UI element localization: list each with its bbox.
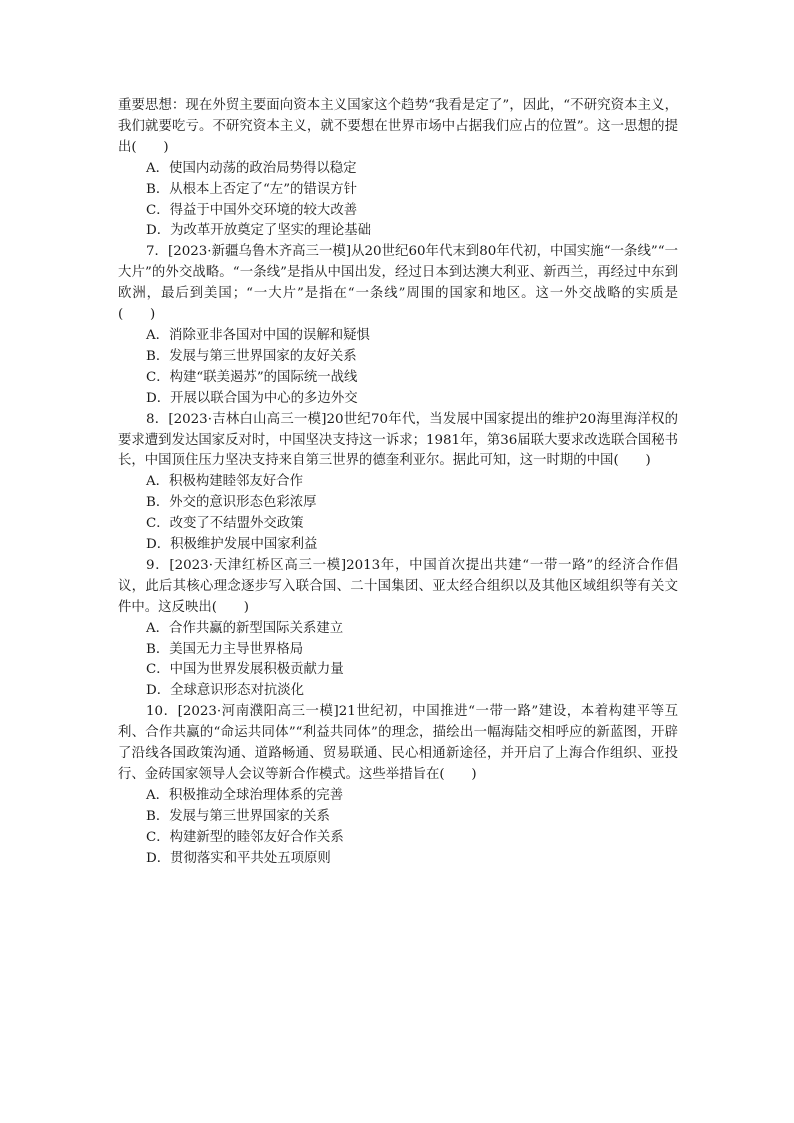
option-a: A．消除亚非各国对中国的误解和疑惧 xyxy=(146,327,370,343)
option-a: A．积极构建睦邻友好合作 xyxy=(146,474,303,490)
option-a: A．积极推动全球治理体系的完善 xyxy=(146,787,344,803)
option-d: D．全球意识形态对抗淡化 xyxy=(146,683,305,699)
question-stem: 7．[2023·新疆乌鲁木齐高三一模]从20世纪60年代末到80年代初，中国实施“一条线”“一大片”的外交战略。“一条线”是指从中国出发，经过日本到达澳大利亚、新西兰，再经过中东到欧洲，最后到美国；“一大片”是指在“一条线”周围的国家和地区。这一外交战略的实质是( ) xyxy=(118,244,678,323)
option-c: C．构建新型的睦邻友好合作关系 xyxy=(146,829,344,845)
worksheet-page xyxy=(118,96,678,870)
option-d: D．贯彻落实和平共处五项原则 xyxy=(146,850,331,866)
option-d: D．为改革开放奠定了坚实的理论基础 xyxy=(146,223,371,239)
question-10 xyxy=(118,702,678,869)
intro-options xyxy=(118,159,678,243)
option-c: C．得益于中国外交环境的较大改善 xyxy=(146,202,358,218)
option-d: D．开展以联合国为中心的多边外交 xyxy=(146,390,358,406)
option-b: B．从根本上否定了“左”的错误方针 xyxy=(146,181,357,197)
option-c: C．构建“联美遏苏”的国际统一战线 xyxy=(146,369,358,385)
question-stem: 8．[2023·吉林白山高三一模]20世纪70年代，当发展中国家提出的维护20海里海洋权的要求遭到发达国家反对时，中国坚决支持这一诉求；1981年，第36届联大要求改选联合国秘书长，中国顶住压力坚决支持来自第三世界的德奎利亚尔。据此可知，这一时期的中国( ) xyxy=(118,411,678,469)
question-8 xyxy=(118,410,678,556)
question-7 xyxy=(118,242,678,409)
option-c: C．中国为世界发展积极贡献力量 xyxy=(146,662,344,678)
intro-paragraph: 重要思想：现在外贸主要面向资本主义国家这个趋势“我看是定了”，因此，“不研究资本主义，我们就要吃亏。不研究资本主义，就不要想在世界市场中占据我们应占的位置”。这一思想的提出( ) xyxy=(118,98,678,155)
option-b: B．发展与第三世界国家的关系 xyxy=(146,808,330,824)
option-a: A．使国内动荡的政治局势得以稳定 xyxy=(146,160,357,176)
option-b: B．发展与第三世界国家的友好关系 xyxy=(146,348,357,364)
question-9 xyxy=(118,556,678,702)
option-b: B．外交的意识形态色彩浓厚 xyxy=(146,495,317,511)
option-c: C．改变了不结盟外交政策 xyxy=(146,516,304,532)
question-stem: 9．[2023·天津红桥区高三一模]2013年，中国首次提出共建“一带一路”的经济合作倡议，此后其核心理念逐步写入联合国、二十国集团、亚太经合组织以及其他区域组织等有关文件中。这反映出( ) xyxy=(118,557,678,615)
option-d: D．积极维护发展中国家利益 xyxy=(146,537,318,553)
option-b: B．美国无力主导世界格局 xyxy=(146,641,304,657)
option-a: A．合作共赢的新型国际关系建立 xyxy=(146,620,344,636)
question-stem: 10．[2023·河南濮阳高三一模]21世纪初，中国推进“一带一路”建设，本着构建平等互利、合作共赢的“命运共同体”“利益共同体”的理念，描绘出一幅海陆交相呼应的新蓝图，开辟了沿线各国政策沟通、道路畅通、贸易联通、民心相通新途径，并开启了上海合作组织、亚投行、金砖国家领导人会议等新合作模式。这些举措旨在( ) xyxy=(118,704,678,782)
